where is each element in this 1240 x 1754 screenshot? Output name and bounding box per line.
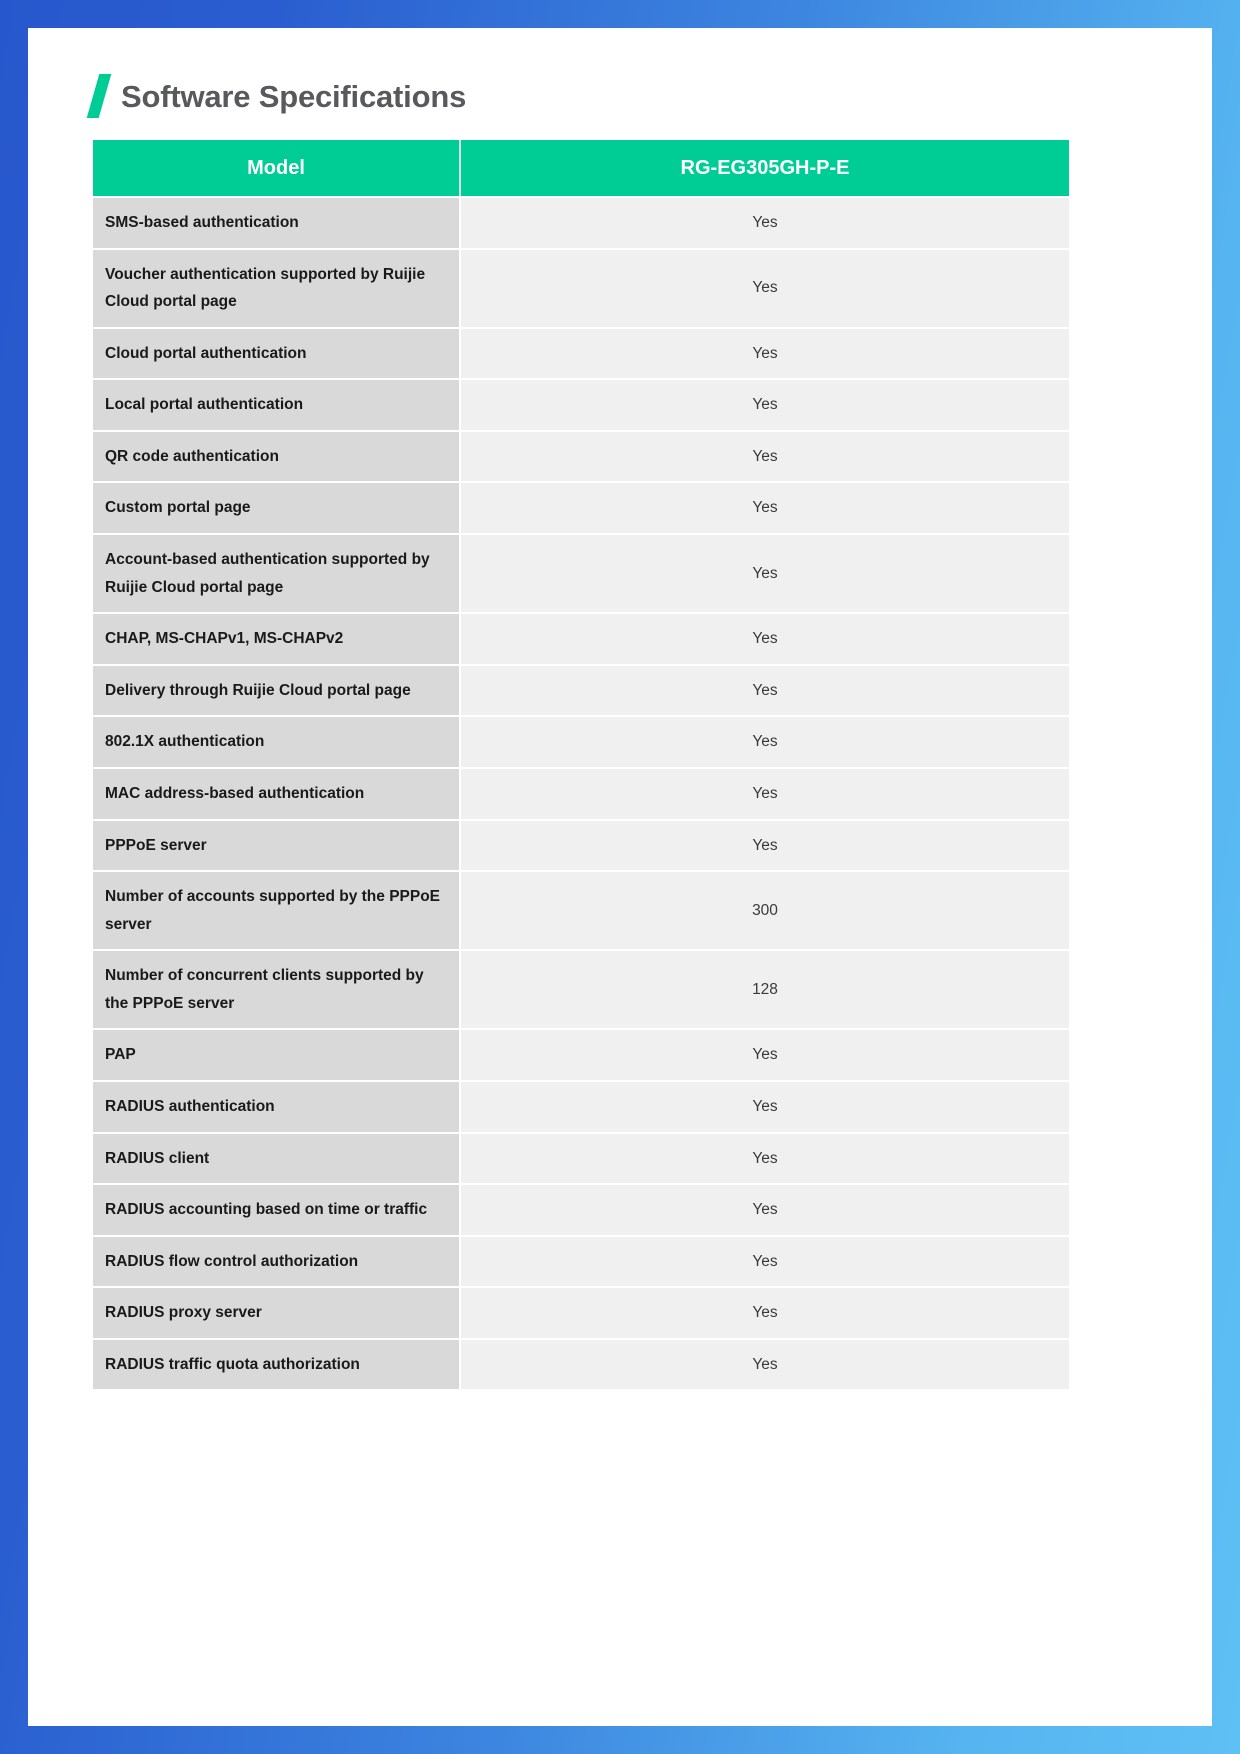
- spec-value: Yes: [461, 717, 1069, 767]
- software-specifications-table: [93, 138, 1069, 1391]
- spec-label: 802.1X authentication: [93, 717, 461, 767]
- table-row: [93, 432, 1069, 482]
- table-row: [93, 198, 1069, 248]
- spec-label: Cloud portal authentication: [93, 329, 461, 379]
- spec-label: Delivery through Ruijie Cloud portal page: [93, 666, 461, 716]
- spec-value: Yes: [461, 432, 1069, 482]
- table-row: [93, 1288, 1069, 1338]
- slash-accent-icon: [87, 74, 112, 118]
- spec-value: Yes: [461, 1082, 1069, 1132]
- spec-value: Yes: [461, 1030, 1069, 1080]
- spec-value: Yes: [461, 250, 1069, 327]
- spec-value: Yes: [461, 821, 1069, 871]
- table-row: [93, 666, 1069, 716]
- table-row: [93, 1185, 1069, 1235]
- page-title: [66, 64, 1174, 128]
- spec-label: RADIUS proxy server: [93, 1288, 461, 1338]
- spec-value: 128: [461, 951, 1069, 1028]
- spec-value: Yes: [461, 769, 1069, 819]
- spec-label: PPPoE server: [93, 821, 461, 871]
- spec-label: RADIUS traffic quota authorization: [93, 1340, 461, 1390]
- table-row: [93, 483, 1069, 533]
- table-row: [93, 1134, 1069, 1184]
- spec-label: Number of accounts supported by the PPPoE server: [93, 872, 461, 949]
- page-content: [66, 64, 1174, 1391]
- table-row: [93, 1030, 1069, 1080]
- spec-label: Voucher authentication supported by Ruijie Cloud portal page: [93, 250, 461, 327]
- spec-value: Yes: [461, 666, 1069, 716]
- spec-value: Yes: [461, 483, 1069, 533]
- spec-label: CHAP, MS-CHAPv1, MS-CHAPv2: [93, 614, 461, 664]
- table-row: [93, 769, 1069, 819]
- document-page: [28, 28, 1212, 1726]
- column-header-model-name: RG-EG305GH-P-E: [461, 140, 1069, 196]
- spec-label: Number of concurrent clients supported by the PPPoE server: [93, 951, 461, 1028]
- spec-label: RADIUS authentication: [93, 1082, 461, 1132]
- table-row: [93, 951, 1069, 1028]
- column-header-model: Model: [93, 140, 461, 196]
- table-row: [93, 329, 1069, 379]
- table-header: [93, 140, 1069, 196]
- table-row: [93, 821, 1069, 871]
- spec-value: 300: [461, 872, 1069, 949]
- spec-value: Yes: [461, 1185, 1069, 1235]
- spec-label: SMS-based authentication: [93, 198, 461, 248]
- table-row: [93, 1237, 1069, 1287]
- spec-value: Yes: [461, 1288, 1069, 1338]
- table-row: [93, 614, 1069, 664]
- spec-value: Yes: [461, 198, 1069, 248]
- spec-value: Yes: [461, 1134, 1069, 1184]
- spec-label: RADIUS flow control authorization: [93, 1237, 461, 1287]
- spec-value: Yes: [461, 1340, 1069, 1390]
- table-header-row: [93, 140, 1069, 196]
- spec-value: Yes: [461, 535, 1069, 612]
- spec-label: Custom portal page: [93, 483, 461, 533]
- spec-label: MAC address-based authentication: [93, 769, 461, 819]
- table-row: [93, 380, 1069, 430]
- table-row: [93, 872, 1069, 949]
- table-row: [93, 250, 1069, 327]
- spec-label: RADIUS client: [93, 1134, 461, 1184]
- table-row: [93, 717, 1069, 767]
- table-body: [93, 198, 1069, 1389]
- table-row: [93, 535, 1069, 612]
- table-row: [93, 1082, 1069, 1132]
- spec-value: Yes: [461, 380, 1069, 430]
- spec-label: PAP: [93, 1030, 461, 1080]
- page-title-text: Software Specifications: [121, 78, 467, 114]
- spec-value: Yes: [461, 614, 1069, 664]
- table-row: [93, 1340, 1069, 1390]
- spec-label: RADIUS accounting based on time or traffic: [93, 1185, 461, 1235]
- spec-label: Local portal authentication: [93, 380, 461, 430]
- spec-value: Yes: [461, 329, 1069, 379]
- spec-label: QR code authentication: [93, 432, 461, 482]
- spec-value: Yes: [461, 1237, 1069, 1287]
- spec-label: Account-based authentication supported by Ruijie Cloud portal page: [93, 535, 461, 612]
